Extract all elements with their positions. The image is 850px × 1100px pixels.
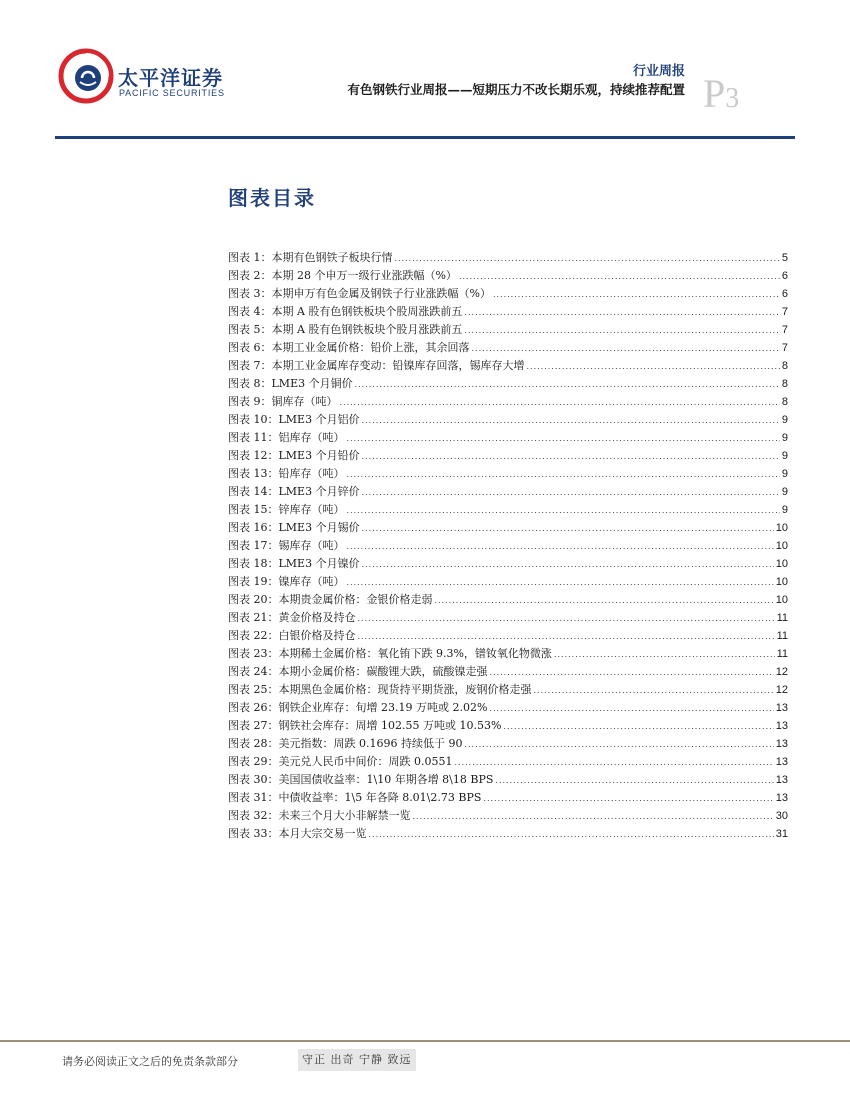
toc-entry[interactable] <box>228 321 788 339</box>
toc-entry-label: 图表 18：LME3 个月镍价 <box>228 557 360 570</box>
toc-entry-page: 12 <box>775 684 788 696</box>
toc-entry-label: 图表 8：LME3 个月铜价 <box>228 377 353 390</box>
toc-dot-leader <box>464 304 779 322</box>
toc-title: 图表目录 <box>228 186 316 210</box>
toc-entry-label: 图表 15：锌库存（吨） <box>228 503 345 516</box>
toc-entry-label: 图表 7：本期工业金属库存变动：铅镍库存回落，锡库存大增 <box>228 359 525 372</box>
toc-entry[interactable] <box>228 627 788 645</box>
toc-entry-label: 图表 3：本期申万有色金属及钢铁子行业涨跌幅（%） <box>228 287 491 300</box>
toc-entry[interactable] <box>228 573 788 591</box>
toc-dot-leader <box>347 574 774 592</box>
toc-entry-page: 9 <box>781 432 788 444</box>
toc-entry-label: 图表 4：本期 A 股有色钢铁板块个股周涨跌前五 <box>228 305 463 318</box>
toc-entry-page: 10 <box>775 522 788 534</box>
toc-dot-leader <box>340 394 780 412</box>
report-title: 有色钢铁行业周报——短期压力不改长期乐观，持续推荐配置 <box>347 82 685 97</box>
toc-entry-label: 图表 20：本期贵金属价格：金银价格走弱 <box>228 593 433 606</box>
toc-entry-label: 图表 12：LME3 个月铅价 <box>228 449 360 462</box>
toc-entry-page: 7 <box>781 306 788 318</box>
toc-entry[interactable] <box>228 537 788 555</box>
toc-entry[interactable] <box>228 807 788 825</box>
toc-dot-leader <box>362 556 774 574</box>
toc-entry-label: 图表 13：铅库存（吨） <box>228 467 345 480</box>
toc-entry[interactable] <box>228 681 788 699</box>
toc-dot-leader <box>503 718 773 736</box>
toc-dot-leader <box>527 358 780 376</box>
toc-dot-leader <box>495 772 773 790</box>
toc-entry[interactable] <box>228 411 788 429</box>
toc-dot-leader <box>362 484 780 502</box>
toc-dot-leader <box>358 628 775 646</box>
toc-entry[interactable] <box>228 663 788 681</box>
toc-entry-page: 8 <box>781 360 788 372</box>
toc-dot-leader <box>347 538 774 556</box>
toc-dot-leader <box>435 592 774 610</box>
toc-entry-label: 图表 24：本期小金属价格：碳酸锂大跌，硫酸镍走强 <box>228 665 488 678</box>
toc-entry-page: 10 <box>775 558 788 570</box>
toc-entry-page: 11 <box>776 630 788 642</box>
toc-entry[interactable] <box>228 735 788 753</box>
toc-entry-label: 图表 29：美元兑人民币中间价：周跌 0.0551 <box>228 755 453 768</box>
toc-entry-label: 图表 5：本期 A 股有色钢铁板块个股月涨跌前五 <box>228 323 463 336</box>
toc-entry[interactable] <box>228 645 788 663</box>
toc-entry[interactable] <box>228 519 788 537</box>
toc-entry[interactable] <box>228 591 788 609</box>
page-mark-number: 3 <box>725 83 740 114</box>
toc-entry-label: 图表 19：镍库存（吨） <box>228 575 345 588</box>
toc-dot-leader <box>464 736 773 754</box>
toc-dot-leader <box>347 502 780 520</box>
header-divider <box>55 136 795 139</box>
toc-dot-leader <box>347 430 780 448</box>
toc-entry[interactable] <box>228 393 788 411</box>
toc-dot-leader <box>483 790 773 808</box>
toc-entry-label: 图表 26：钢铁企业库存：旬增 23.19 万吨或 2.02% <box>228 701 488 714</box>
toc-entry[interactable] <box>228 357 788 375</box>
toc-list <box>228 249 788 843</box>
toc-entry-label: 图表 28：美元指数：周跌 0.1696 持续低于 90 <box>228 737 463 750</box>
toc-entry[interactable] <box>228 447 788 465</box>
toc-entry[interactable] <box>228 465 788 483</box>
toc-entry-page: 11 <box>776 648 788 660</box>
toc-entry-page: 5 <box>781 252 788 264</box>
toc-dot-leader <box>413 808 774 826</box>
toc-entry-label: 图表 21：黄金价格及持仓 <box>228 611 356 624</box>
toc-dot-leader <box>464 322 779 340</box>
toc-entry-page: 8 <box>781 396 788 408</box>
toc-entry-label: 图表 31：中债收益率：1\5 年各降 8.01\2.73 BPS <box>228 791 482 804</box>
toc-dot-leader <box>454 754 773 772</box>
toc-dot-leader <box>358 610 775 628</box>
toc-dot-leader <box>554 646 775 664</box>
toc-entry-label: 图表 6：本期工业金属价格：铅价上涨，其余回落 <box>228 341 470 354</box>
toc-entry-label: 图表 17：锡库存（吨） <box>228 539 345 552</box>
toc-dot-leader <box>459 268 780 286</box>
toc-dot-leader <box>534 682 774 700</box>
company-motto: 守正 出奇 宁静 致远 <box>298 1049 416 1071</box>
toc-entry-page: 9 <box>781 450 788 462</box>
disclaimer-note: 请务必阅读正文之后的免责条款部分 <box>62 1055 238 1068</box>
toc-entry-page: 13 <box>775 792 788 804</box>
toc-dot-leader <box>355 376 780 394</box>
toc-entry-page: 13 <box>775 756 788 768</box>
toc-entry-label: 图表 11：铝库存（吨） <box>228 431 345 444</box>
toc-dot-leader <box>395 250 780 268</box>
logo-english-name: PACIFIC SECURITIES <box>119 88 225 98</box>
toc-dot-leader <box>347 466 780 484</box>
toc-dot-leader <box>362 412 780 430</box>
toc-entry-page: 7 <box>781 324 788 336</box>
toc-entry-page: 11 <box>776 612 788 624</box>
toc-entry[interactable] <box>228 249 788 267</box>
toc-entry-label: 图表 9：铜库存（吨） <box>228 395 338 408</box>
toc-entry[interactable] <box>228 375 788 393</box>
toc-dot-leader <box>493 286 780 304</box>
toc-dot-leader <box>362 520 774 538</box>
toc-entry-label: 图表 25：本期黑色金属价格：现货持平期货涨，废钢价格走强 <box>228 683 532 696</box>
toc-entry-label: 图表 1：本期有色钢铁子板块行情 <box>228 251 393 264</box>
toc-entry[interactable] <box>228 789 788 807</box>
toc-entry-label: 图表 30：美国国债收益率：1\10 年期各增 8\18 BPS <box>228 773 494 786</box>
toc-entry-label: 图表 2：本期 28 个申万一级行业涨跌幅（%） <box>228 269 457 282</box>
toc-entry[interactable] <box>228 267 788 285</box>
toc-entry[interactable] <box>228 771 788 789</box>
toc-entry-label: 图表 16：LME3 个月锡价 <box>228 521 360 534</box>
page-mark-letter: P <box>703 71 726 116</box>
toc-entry-page: 6 <box>781 270 788 282</box>
toc-entry-page: 10 <box>775 540 788 552</box>
toc-entry-page: 31 <box>775 828 788 840</box>
toc-entry-page: 13 <box>775 774 788 786</box>
toc-entry-page: 9 <box>781 486 788 498</box>
toc-entry-page: 13 <box>775 720 788 732</box>
toc-entry-page: 9 <box>781 414 788 426</box>
toc-entry[interactable] <box>228 339 788 357</box>
toc-entry[interactable] <box>228 699 788 717</box>
toc-entry[interactable] <box>228 825 788 843</box>
toc-entry[interactable] <box>228 753 788 771</box>
toc-entry-label: 图表 23：本期稀土金属价格：氧化铕下跌 9.3%，镨钕氧化物微涨 <box>228 647 552 660</box>
toc-entry[interactable] <box>228 303 788 321</box>
toc-entry-label: 图表 32：未来三个月大小非解禁一览 <box>228 809 411 822</box>
company-logo-icon <box>58 48 114 104</box>
toc-dot-leader <box>472 340 780 358</box>
toc-entry[interactable] <box>228 429 788 447</box>
toc-entry-page: 12 <box>775 666 788 678</box>
toc-entry-page: 13 <box>775 702 788 714</box>
toc-entry-label: 图表 22：白银价格及持仓 <box>228 629 356 642</box>
toc-entry-label: 图表 10：LME3 个月铝价 <box>228 413 360 426</box>
toc-entry-page: 10 <box>775 594 788 606</box>
toc-entry-label: 图表 27：钢铁社会库存：周增 102.55 万吨或 10.53% <box>228 719 502 732</box>
toc-entry-page: 10 <box>775 576 788 588</box>
toc-entry[interactable] <box>228 285 788 303</box>
report-type: 行业周报 <box>632 64 685 79</box>
toc-entry-page: 9 <box>781 468 788 480</box>
toc-dot-leader <box>362 448 780 466</box>
toc-entry-page: 6 <box>781 288 788 300</box>
page-number-mark <box>703 71 740 116</box>
toc-dot-leader <box>489 700 773 718</box>
toc-entry-label: 图表 14：LME3 个月锌价 <box>228 485 360 498</box>
toc-entry-page: 8 <box>781 378 788 390</box>
toc-entry[interactable] <box>228 555 788 573</box>
toc-dot-leader <box>490 664 774 682</box>
toc-entry[interactable] <box>228 609 788 627</box>
toc-entry[interactable] <box>228 501 788 519</box>
toc-entry-page: 9 <box>781 504 788 516</box>
footer-divider <box>0 1040 850 1042</box>
toc-entry[interactable] <box>228 483 788 501</box>
toc-entry-page: 30 <box>775 810 788 822</box>
toc-dot-leader <box>369 826 774 844</box>
toc-entry-page: 7 <box>781 342 788 354</box>
logo-chinese-name: 太平洋证券 <box>118 66 223 90</box>
toc-entry[interactable] <box>228 717 788 735</box>
toc-entry-label: 图表 33：本月大宗交易一览 <box>228 827 367 840</box>
toc-entry-page: 13 <box>775 738 788 750</box>
